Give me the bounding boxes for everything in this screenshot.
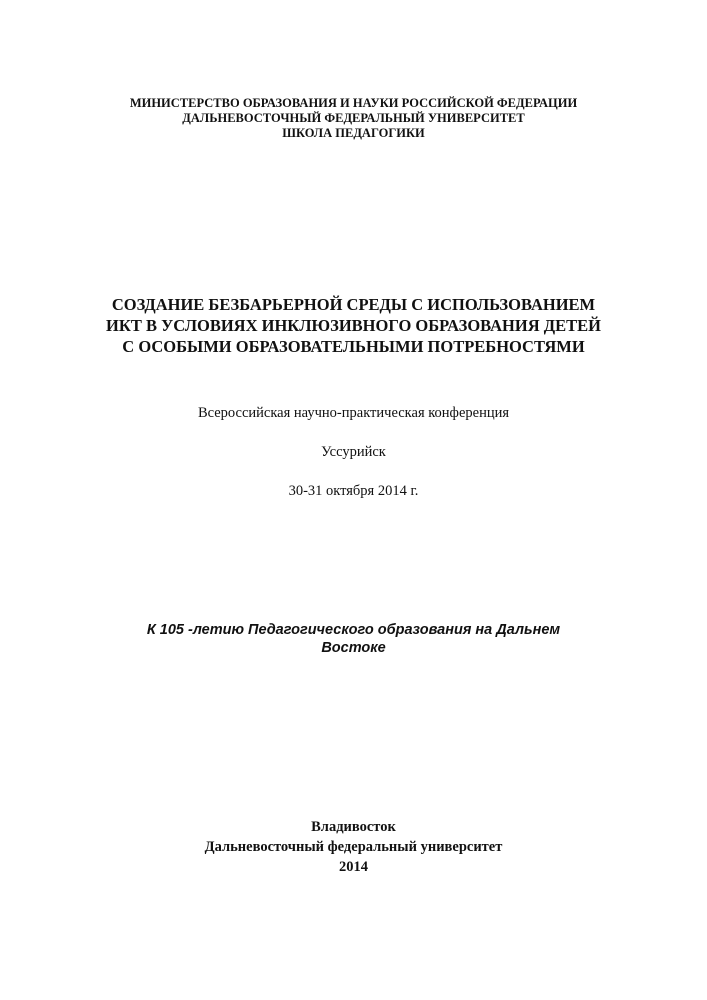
document-title (0, 294, 707, 357)
dedication-line-1: К 105 -летию Педагогического образования на Дальнем (146, 622, 561, 638)
ministry-header (0, 96, 707, 141)
ministry-line: МИНИСТЕРСТВО ОБРАЗОВАНИЯ И НАУКИ РОССИЙСКОЙ ФЕДЕРАЦИИ (129, 96, 578, 110)
dedication-line-2: Востоке (321, 640, 386, 656)
dedication (0, 621, 707, 657)
conference-type: Всероссийская научно-практическая конференция (197, 405, 510, 421)
imprint (0, 817, 707, 877)
imprint-year: 2014 (339, 859, 368, 875)
university-line: ДАЛЬНЕВОСТОЧНЫЙ ФЕДЕРАЛЬНЫЙ УНИВЕРСИТЕТ (182, 111, 525, 125)
imprint-city: Владивосток (311, 819, 396, 835)
imprint-publisher: Дальневосточный федеральный университет (204, 839, 503, 855)
school-line: ШКОЛА ПЕДАГОГИКИ (282, 126, 425, 140)
conference-dates: 30-31 октября 2014 г. (288, 483, 419, 499)
title-line-3: С ОСОБЫМИ ОБРАЗОВАТЕЛЬНЫМИ ПОТРЕБНОСТЯМИ (122, 337, 585, 356)
conference-city: Уссурийск (321, 444, 386, 460)
title-line-1: СОЗДАНИЕ БЕЗБАРЬЕРНОЙ СРЕДЫ С ИСПОЛЬЗОВАНИЕМ (111, 295, 596, 314)
title-line-2: ИКТ В УСЛОВИЯХ ИНКЛЮЗИВНОГО ОБРАЗОВАНИЯ ДЕТЕЙ (106, 316, 601, 335)
